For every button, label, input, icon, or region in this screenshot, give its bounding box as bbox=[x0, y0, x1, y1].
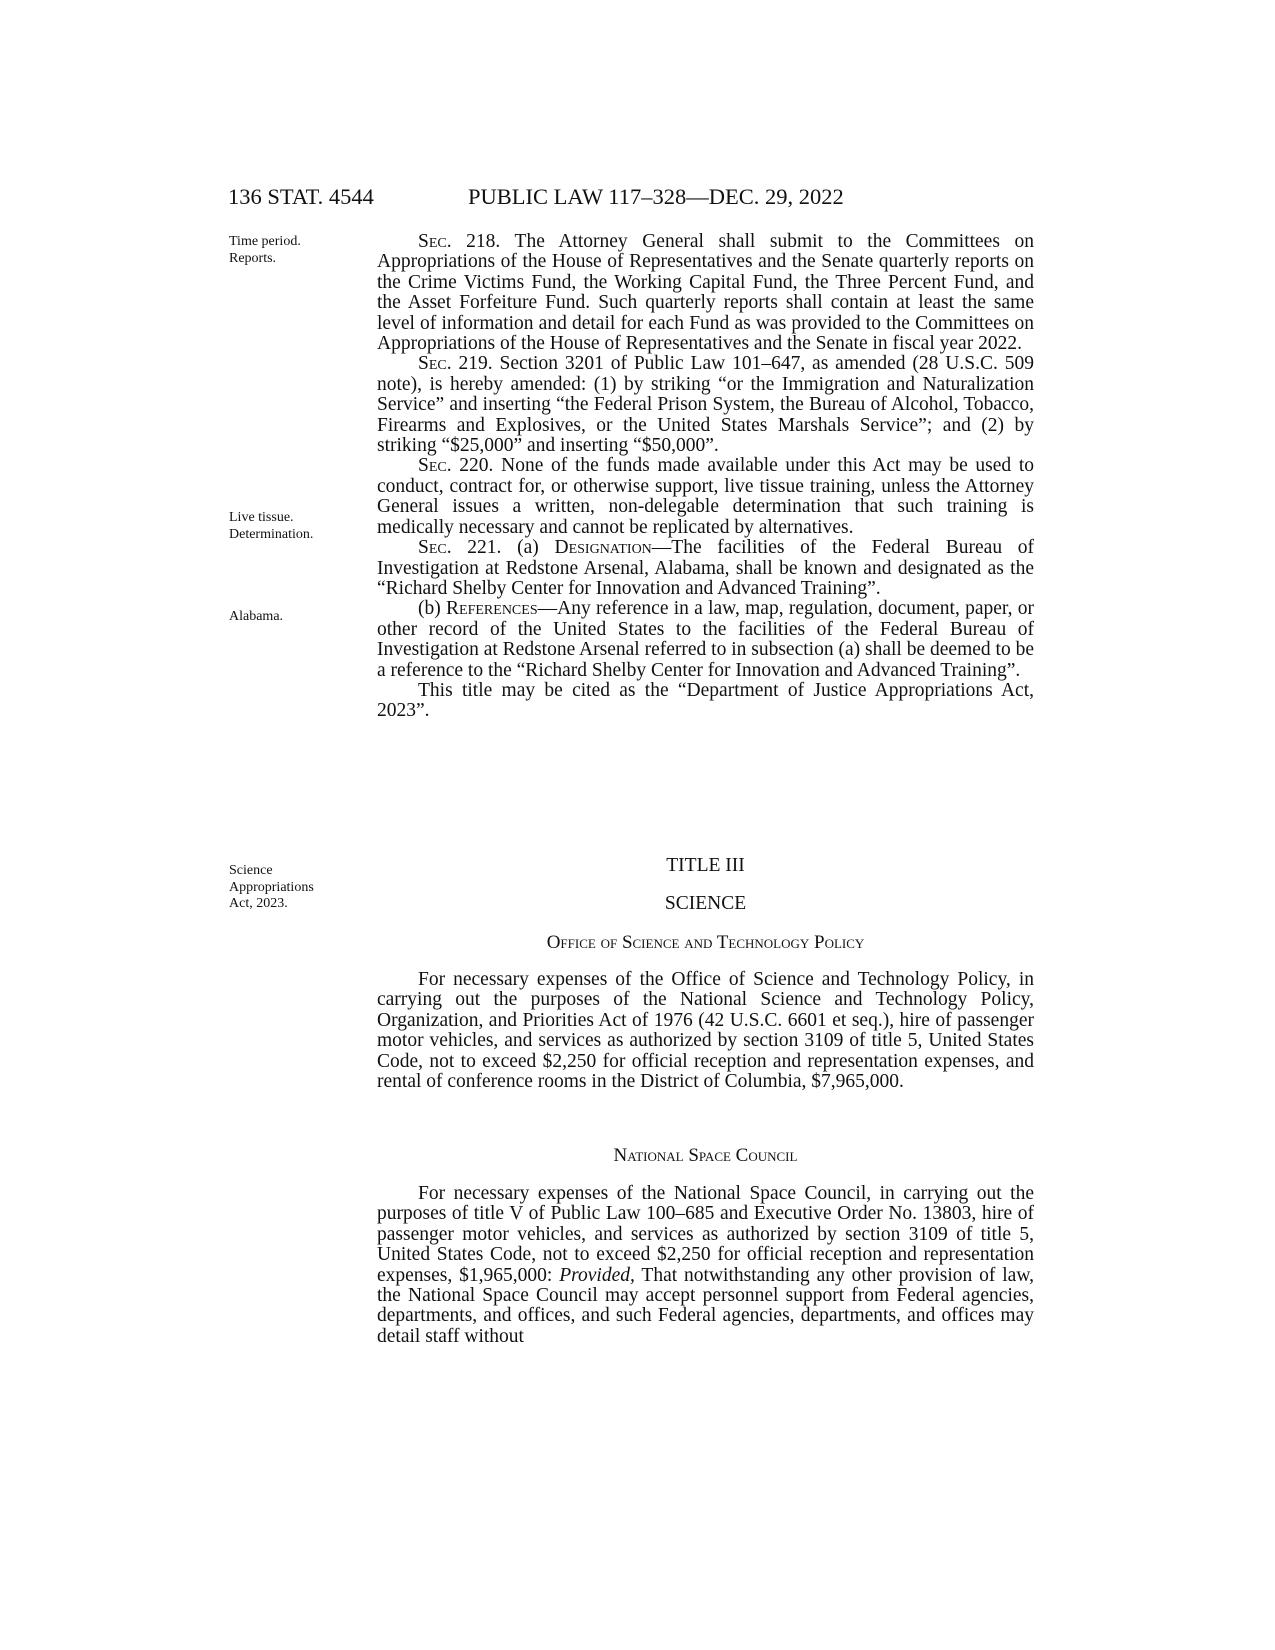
section-text: None of the funds made available under this Act may be used to conduct, contract for, or otherwise support, live tissue training, unless the Attorney General issues a written, non-delegable determination that such training is medically necessary and cannot be replicated by alternatives. bbox=[377, 455, 1035, 538]
stat-page-number: 136 STAT. 4544 bbox=[228, 184, 374, 209]
margin-note-line: Time period. bbox=[229, 234, 301, 249]
ostp-paragraph-block bbox=[377, 970, 1034, 1092]
provided-term: Provided, bbox=[559, 1264, 635, 1286]
section-label: Sec. 219. bbox=[418, 353, 493, 375]
subsection-prefix: (a) bbox=[517, 537, 539, 559]
sections-block bbox=[377, 232, 1034, 722]
section-label: Sec. 220. bbox=[418, 455, 494, 477]
title-citation: This title may be cited as the “Department of Justice Appropriations Act, 2023”. bbox=[377, 679, 1034, 722]
margin-note-line: Appropriations bbox=[229, 879, 314, 895]
margin-note-science-act bbox=[229, 863, 359, 913]
subsection-text: —The facilities of the Federal Bureau of Investigation at Redstone Arsenal, Alabama, shall be known and designated as the “Richard Shelby Center for Innovation and Advanced Training”. bbox=[377, 537, 1035, 599]
margin-note-line: Reports. bbox=[229, 250, 277, 266]
margin-note-live-tissue bbox=[229, 510, 359, 543]
section-220 bbox=[377, 456, 1034, 538]
page-header bbox=[228, 181, 928, 213]
margin-note-line: Act, 2023. bbox=[229, 896, 288, 911]
nsc-text-part-1: For necessary expenses of the National Space Council, in carrying out the purposes of title V of Public Law 100–685 and Executive Order No. 13803, hire of passenger motor vehicles, and services as authorized by section 3109 of title 5, United States Code, not to exceed $2,250 for official reception and representation expenses, $1,965,000: bbox=[377, 1183, 1034, 1286]
subsection-label: Designation bbox=[554, 537, 652, 559]
section-219 bbox=[377, 354, 1034, 456]
margin-note-line: Determination. bbox=[229, 526, 314, 542]
margin-note-line: Live tissue. bbox=[229, 510, 294, 525]
subsection-text: —Any reference in a law, map, regulation, document, paper, or other record of the United States to the facilities of the Federal Bureau of Investigation at Redstone Arsenal referred to in subsection (a) shall be deemed to be a reference to the “Richard Shelby Center for Innovation and Advanced Training”. bbox=[377, 598, 1035, 681]
nsc-paragraph bbox=[377, 1184, 1034, 1347]
subject-heading: SCIENCE bbox=[664, 893, 747, 914]
section-221-b bbox=[377, 599, 1034, 681]
section-label: Sec. 218. bbox=[418, 231, 501, 252]
nsc-paragraph-block bbox=[377, 1184, 1034, 1347]
nsc-heading: National Space Council bbox=[613, 1145, 798, 1166]
margin-note-time-period bbox=[229, 234, 359, 267]
section-221-a bbox=[377, 538, 1034, 599]
title-heading: TITLE III bbox=[666, 855, 745, 876]
margin-note-line: Science bbox=[229, 863, 273, 878]
public-law-title: PUBLIC LAW 117–328—DEC. 29, 2022 bbox=[468, 184, 844, 209]
margin-note-alabama bbox=[229, 609, 359, 626]
ostp-paragraph: For necessary expenses of the Office of Science and Technology Policy, in carrying out the purposes of the National Science and Technology Policy, Organization, and Priorities Act of 1976 (42 U.S.C. 6601 et seq.), hire of passenger motor vehicles, and services as authorized by section 3109 of title 5, United States Code, not to exceed $2,250 for official reception and representation expenses, and rental of conference rooms in the District of Columbia, $7,965,000. bbox=[377, 969, 1034, 1093]
section-text: The Attorney General shall submit to the Committees on Appropriations of the House of Representatives and the Senate quarterly reports on the Crime Victims Fund, the Working Capital Fund, the Three Percent Fund, and the Asset Forfeiture Fund. Such quarterly reports shall contain at least the same level of information and detail for each Fund as was provided to the Committees on Appropriations of the House of Representatives and the Senate in fiscal year 2022. bbox=[377, 231, 1034, 355]
ostp-heading: Office of Science and Technology Policy bbox=[546, 932, 865, 953]
section-label: Sec. 221. bbox=[418, 537, 502, 559]
subsection-label: References bbox=[446, 598, 538, 620]
margin-note-line: Alabama. bbox=[229, 609, 284, 624]
nsc-text-part-2: That notwithstanding any other provision of law, the National Space Council may accept personnel support from Federal agencies, departments, and offices, and such Federal agencies, departments, and offices may detail staff without bbox=[377, 1264, 1035, 1347]
section-218 bbox=[377, 232, 1034, 354]
subsection-prefix: (b) bbox=[418, 598, 441, 620]
section-text: Section 3201 of Public Law 101–647, as amended (28 U.S.C. 509 note), is hereby amended: (1) by striking “or the Immigration and Naturalization Service” and inserting “the Federal Prison System, the Bureau of Alcohol, Tobacco, Firearms and Explosives, or the United States Marshals Service”; and (2) by striking “$25,000” and inserting “$50,000”. bbox=[377, 353, 1034, 457]
